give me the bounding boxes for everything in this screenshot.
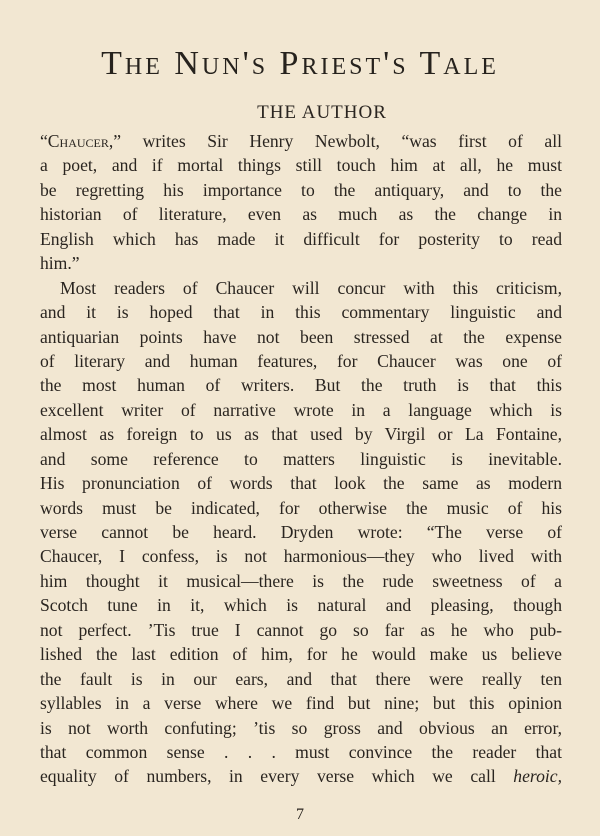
page-number: 7 — [296, 806, 304, 823]
body-text — [40, 129, 562, 789]
paragraph-2-line: Scotch tune in it, which is natural and pleasing, though — [40, 595, 562, 616]
paragraph-2-first-line: Most readers of Chaucer will concur with this criticism, — [60, 277, 562, 298]
paragraph-2-line: words must be indicated, for otherwise the music of his — [40, 497, 562, 518]
paragraph-1-line: English which has made it difficult for posterity to read — [40, 228, 562, 249]
paragraph-1-line-1-rest: writes Sir Henry Newbolt, “was first of all — [121, 131, 562, 151]
paragraph-2-line: almost as foreign to us as that used by Virgil or La Fontaine, — [40, 424, 562, 445]
paragraph-2-line: Chaucer, I confess, is not harmonious—they who lived with — [40, 546, 562, 567]
paragraph-2-line: of literary and human features, for Chaucer was one of — [40, 350, 562, 371]
running-title: The Nun's Priest's Tale — [101, 45, 499, 82]
paragraph-2-line: syllables in a verse where we find but nine; but this opinion — [40, 693, 562, 714]
paragraph-2-line: is not worth confuting; ’tis so gross and obvious an error, — [40, 717, 562, 738]
chaucer-small-caps: “Chaucer,” — [40, 131, 122, 151]
paragraph-2-line: not perfect. ’Tis true I cannot go so far as he who pub- — [40, 619, 562, 640]
paragraph-2-line: verse cannot be heard. Dryden wrote: “The verse of — [40, 522, 562, 542]
paragraph-1-line: be regretting his importance to the antiquary, and to the — [40, 179, 562, 200]
paragraph-1-last-line: him.” — [40, 253, 80, 274]
paragraph-2-final-text: equality of numbers, in every verse which we call — [40, 766, 514, 787]
paragraph-2-line: antiquarian points have not been stressed at the expense — [40, 326, 562, 347]
paragraph-2-line: and it is hoped that in this commentary linguistic and — [40, 302, 562, 323]
section-heading: THE AUTHOR — [257, 102, 387, 123]
paragraph-2-line: him thought it musical—there is the rude sweetness of a — [40, 570, 562, 591]
paragraph-2-line: the most human of writers. But the truth is that this — [40, 375, 562, 396]
paragraph-2-line: excellent writer of narrative wrote in a language which is — [40, 399, 562, 420]
paragraph-2-line: His pronunciation of words that look the same as modern — [40, 473, 562, 494]
paragraph-1-line-1 — [40, 129, 562, 153]
paragraph-2-line: and some reference to matters linguistic is inevitable. — [40, 448, 562, 469]
paragraph-2-line: that common sense . . . must convince the reader that — [40, 741, 562, 762]
paragraph-1-line: a poet, and if mortal things still touch him at all, he must — [40, 155, 562, 176]
heroic-italic: heroic, — [513, 766, 562, 787]
paragraph-2-final-line — [40, 764, 562, 788]
paragraph-2-line: the fault is in our ears, and that there were really ten — [40, 668, 562, 689]
paragraph-1-line: historian of literature, even as much as the change in — [40, 204, 562, 225]
paragraph-2-line: lished the last edition of him, for he would make us believe — [40, 644, 562, 665]
